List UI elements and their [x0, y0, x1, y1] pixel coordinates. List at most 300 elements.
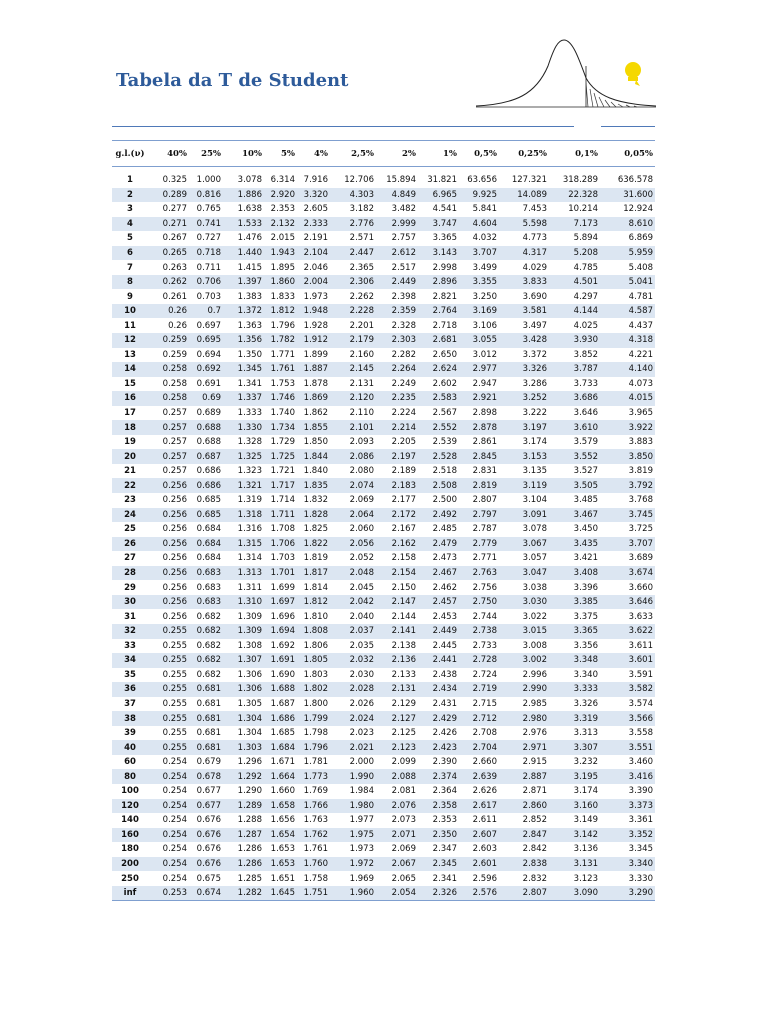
- table-row: [112, 333, 655, 348]
- critical-value-cell: 2.998: [432, 262, 457, 273]
- critical-value-cell: 1.397: [223, 275, 264, 290]
- critical-value-cell: 1.740: [270, 408, 295, 419]
- critical-value-cell: 2.359: [376, 304, 418, 319]
- critical-value-cell: 1.928: [303, 320, 328, 331]
- critical-value-cell: 15.894: [386, 175, 416, 186]
- table-row: [112, 260, 655, 275]
- critical-value-cell: 1.476: [237, 233, 262, 244]
- critical-value-cell: 2.447: [330, 246, 376, 261]
- critical-value-cell: 3.135: [522, 466, 547, 477]
- critical-value-cell: 3.497: [522, 320, 547, 331]
- critical-value-cell: 1.313: [223, 566, 264, 581]
- table-row: [112, 231, 655, 246]
- critical-value-cell: 1.734: [264, 420, 297, 435]
- critical-value-cell: 4.140: [600, 362, 655, 377]
- critical-value-cell: 2.303: [376, 333, 418, 348]
- critical-value-cell: 3.505: [549, 478, 600, 493]
- critical-value-cell: 2.426: [432, 728, 457, 739]
- critical-value-cell: 2.088: [376, 769, 418, 784]
- critical-value-cell: 3.307: [549, 740, 600, 755]
- critical-value-cell: 3.686: [549, 391, 600, 406]
- critical-value-cell: 3.689: [628, 553, 653, 564]
- critical-value-cell: 1.701: [264, 566, 297, 581]
- critical-value-cell: 2.552: [418, 420, 459, 435]
- critical-value-cell: 1.969: [349, 873, 374, 884]
- critical-value-cell: 4.501: [549, 275, 600, 290]
- critical-value-cell: 3.136: [573, 844, 598, 855]
- critical-value-cell: 4.437: [628, 320, 653, 331]
- critical-value-cell: 3.252: [499, 391, 549, 406]
- degrees-of-freedom-cell: 40: [112, 740, 148, 755]
- critical-value-cell: 2.133: [391, 669, 416, 680]
- critical-value-cell: 1.782: [264, 333, 297, 348]
- critical-value-cell: 2.971: [499, 740, 549, 755]
- critical-value-cell: 1.729: [270, 437, 295, 448]
- column-header-alpha: 5%: [264, 141, 297, 167]
- critical-value-cell: 1.943: [264, 246, 297, 261]
- critical-value-cell: 0.697: [196, 320, 221, 331]
- critical-value-cell: 1.796: [297, 740, 330, 755]
- critical-value-cell: 3.123: [573, 873, 598, 884]
- critical-value-cell: 5.959: [600, 246, 655, 261]
- critical-value-cell: 2.347: [432, 844, 457, 855]
- degrees-of-freedom-cell: 16: [112, 391, 148, 406]
- column-header-alpha: 4%: [297, 141, 330, 167]
- critical-value-cell: 2.847: [499, 828, 549, 843]
- critical-value-cell: 2.915: [522, 757, 547, 768]
- critical-value-cell: 0.254: [148, 857, 189, 872]
- critical-value-cell: 3.361: [628, 815, 653, 826]
- critical-value-cell: 2.429: [418, 711, 459, 726]
- critical-value-cell: 0.674: [189, 886, 223, 901]
- critical-value-cell: 0.688: [189, 420, 223, 435]
- critical-value-cell: 2.086: [330, 449, 376, 464]
- table-row: [112, 318, 655, 333]
- table-row: [112, 537, 655, 552]
- critical-value-cell: 1.948: [297, 304, 330, 319]
- critical-value-cell: 4.318: [600, 333, 655, 348]
- critical-value-cell: 2.189: [391, 466, 416, 477]
- critical-value-cell: 2.131: [349, 378, 374, 389]
- critical-value-cell: 4.317: [499, 246, 549, 261]
- critical-value-cell: 0.682: [196, 669, 221, 680]
- critical-value-cell: 2.445: [432, 640, 457, 651]
- critical-value-cell: 4.303: [330, 188, 376, 203]
- table-row: [112, 202, 655, 217]
- critical-value-cell: 3.707: [600, 537, 655, 552]
- critical-value-cell: 3.348: [549, 653, 600, 668]
- critical-value-cell: 1.296: [237, 757, 262, 768]
- critical-value-cell: 4.144: [549, 304, 600, 319]
- critical-value-cell: 2.539: [432, 437, 457, 448]
- table-row: [112, 246, 655, 261]
- critical-value-cell: 0.26: [168, 320, 187, 331]
- critical-value-cell: 2.228: [330, 304, 376, 319]
- critical-value-cell: 3.674: [600, 566, 655, 581]
- critical-value-cell: 2.457: [418, 595, 459, 610]
- critical-value-cell: 1.323: [237, 466, 262, 477]
- critical-value-cell: 2.024: [330, 711, 376, 726]
- critical-value-cell: 0.254: [162, 815, 187, 826]
- critical-value-cell: 3.450: [573, 524, 598, 535]
- critical-value-cell: 1.282: [223, 886, 264, 901]
- critical-value-cell: 1.802: [297, 682, 330, 697]
- critical-value-cell: 2.976: [522, 728, 547, 739]
- critical-value-cell: 1.363: [237, 320, 262, 331]
- critical-value-cell: 2.162: [376, 537, 418, 552]
- critical-value-cell: 2.728: [459, 653, 499, 668]
- critical-value-cell: 2.650: [432, 349, 457, 360]
- critical-value-cell: 1.304: [237, 728, 262, 739]
- critical-value-cell: 1.766: [297, 799, 330, 814]
- critical-value-cell: 2.596: [472, 873, 497, 884]
- critical-value-cell: 1.645: [264, 886, 297, 901]
- critical-value-cell: 1.315: [223, 537, 264, 552]
- critical-value-cell: 1.289: [223, 799, 264, 814]
- critical-value-cell: 2.158: [391, 553, 416, 564]
- critical-value-cell: 0.258: [162, 378, 187, 389]
- critical-value-cell: 0.256: [162, 495, 187, 506]
- critical-value-cell: 0.254: [162, 786, 187, 797]
- critical-value-cell: 1.350: [237, 349, 262, 360]
- critical-value-cell: 3.551: [600, 740, 655, 755]
- critical-value-cell: 1.796: [270, 320, 295, 331]
- critical-value-cell: 2.996: [522, 669, 547, 680]
- critical-value-cell: 4.015: [600, 391, 655, 406]
- critical-value-cell: 3.428: [499, 333, 549, 348]
- critical-value-cell: 2.064: [330, 508, 376, 523]
- critical-value-cell: 0.675: [196, 873, 221, 884]
- critical-value-cell: 1.696: [270, 611, 295, 622]
- critical-value-cell: 1.753: [270, 378, 295, 389]
- critical-value-cell: 1.817: [297, 566, 330, 581]
- critical-value-cell: 0.325: [162, 175, 187, 186]
- critical-value-cell: 0.685: [189, 508, 223, 523]
- critical-value-cell: 1.899: [303, 349, 328, 360]
- table-row: [112, 624, 655, 639]
- critical-value-cell: 0.682: [196, 611, 221, 622]
- critical-value-cell: 2.576: [459, 886, 499, 901]
- critical-value-cell: 1.316: [237, 524, 262, 535]
- degrees-of-freedom-cell: 25: [124, 524, 136, 535]
- table-row: [112, 348, 655, 363]
- critical-value-cell: 2.021: [330, 740, 376, 755]
- critical-value-cell: 2.612: [376, 246, 418, 261]
- degrees-of-freedom-cell: 37: [124, 698, 136, 709]
- critical-value-cell: 0.686: [189, 478, 223, 493]
- critical-value-cell: 63.656: [467, 175, 497, 186]
- critical-value-cell: 2.191: [303, 233, 328, 244]
- critical-value-cell: 3.313: [573, 728, 598, 739]
- critical-value-cell: 4.587: [600, 304, 655, 319]
- critical-value-cell: 3.747: [418, 217, 459, 232]
- critical-value-cell: 3.482: [391, 204, 416, 215]
- critical-value-cell: 1.840: [303, 466, 328, 477]
- critical-value-cell: 1.887: [297, 362, 330, 377]
- critical-value-cell: 0.255: [162, 728, 187, 739]
- critical-value-cell: 2.167: [391, 524, 416, 535]
- critical-value-cell: 3.047: [499, 566, 549, 581]
- critical-value-cell: 2.611: [472, 815, 497, 826]
- critical-value-cell: 2.048: [330, 566, 376, 581]
- critical-value-cell: 2.896: [418, 275, 459, 290]
- critical-value-cell: 2.326: [418, 886, 459, 901]
- critical-value-cell: 0.254: [162, 873, 187, 884]
- critical-value-cell: 3.485: [573, 495, 598, 506]
- critical-value-cell: 3.340: [600, 857, 655, 872]
- critical-value-cell: 1.651: [270, 873, 295, 884]
- critical-value-cell: 0.727: [196, 233, 221, 244]
- critical-value-cell: 3.015: [499, 624, 549, 639]
- critical-value-cell: 2.744: [472, 611, 497, 622]
- critical-value-cell: 2.030: [349, 669, 374, 680]
- critical-value-cell: 2.080: [349, 466, 374, 477]
- critical-value-cell: 1.714: [270, 495, 295, 506]
- critical-value-cell: 1.440: [223, 246, 264, 261]
- critical-value-cell: 1.660: [270, 786, 295, 797]
- critical-value-cell: 0.256: [148, 478, 189, 493]
- critical-value-cell: 0.676: [196, 844, 221, 855]
- critical-value-cell: 1.721: [270, 466, 295, 477]
- critical-value-cell: 3.375: [573, 611, 598, 622]
- critical-value-cell: 3.787: [549, 362, 600, 377]
- critical-value-cell: 0.289: [148, 188, 189, 203]
- critical-value-cell: 2.449: [376, 275, 418, 290]
- degrees-of-freedom-cell: 4: [112, 217, 148, 232]
- degrees-of-freedom-cell: 180: [121, 844, 139, 855]
- critical-value-cell: 2.898: [472, 408, 497, 419]
- critical-value-cell: 0.271: [148, 217, 189, 232]
- critical-value-cell: 636.578: [617, 175, 653, 186]
- critical-value-cell: 5.598: [499, 217, 549, 232]
- critical-value-cell: 3.055: [459, 333, 499, 348]
- critical-value-cell: 1.706: [264, 537, 297, 552]
- critical-value-cell: 1.314: [237, 553, 262, 564]
- table-row: [112, 173, 655, 188]
- critical-value-cell: 2.441: [418, 653, 459, 668]
- critical-value-cell: 2.878: [459, 420, 499, 435]
- degrees-of-freedom-cell: 13: [124, 349, 136, 360]
- critical-value-cell: 5.041: [600, 275, 655, 290]
- critical-value-cell: 2.977: [459, 362, 499, 377]
- table-row: [112, 508, 655, 523]
- critical-value-cell: 2.172: [376, 508, 418, 523]
- critical-value-cell: 1.773: [297, 769, 330, 784]
- table-row: [112, 871, 655, 886]
- critical-value-cell: 2.921: [459, 391, 499, 406]
- degrees-of-freedom-cell: 22: [112, 478, 148, 493]
- critical-value-cell: 1.855: [297, 420, 330, 435]
- degrees-of-freedom-cell: 140: [121, 815, 139, 826]
- critical-value-cell: 2.026: [349, 698, 374, 709]
- critical-value-cell: 0.694: [196, 349, 221, 360]
- column-header-alpha: 40%: [148, 141, 189, 167]
- critical-value-cell: 3.591: [628, 669, 653, 680]
- critical-value-cell: 0.703: [196, 291, 221, 302]
- critical-value-cell: 4.025: [573, 320, 598, 331]
- critical-value-cell: 2.120: [330, 391, 376, 406]
- critical-value-cell: 2.160: [349, 349, 374, 360]
- degrees-of-freedom-cell: 5: [127, 233, 133, 244]
- degrees-of-freedom-cell: 21: [124, 466, 136, 477]
- degrees-of-freedom-cell: 35: [124, 669, 136, 680]
- critical-value-cell: 1.692: [270, 640, 295, 651]
- degrees-of-freedom-cell: 12: [112, 333, 148, 348]
- critical-value-cell: 1.805: [297, 653, 330, 668]
- critical-value-cell: 4.781: [628, 291, 653, 302]
- critical-value-cell: 3.385: [549, 595, 600, 610]
- critical-value-cell: 1.691: [264, 653, 297, 668]
- critical-value-cell: 1.758: [303, 873, 328, 884]
- critical-value-cell: 2.069: [349, 495, 374, 506]
- table-row: [112, 377, 655, 392]
- critical-value-cell: 4.297: [573, 291, 598, 302]
- degrees-of-freedom-cell: 34: [112, 653, 148, 668]
- critical-value-cell: 2.715: [472, 698, 497, 709]
- critical-value-cell: 2.724: [472, 669, 497, 680]
- critical-value-cell: 2.365: [349, 262, 374, 273]
- critical-value-cell: 2.183: [376, 478, 418, 493]
- critical-value-cell: 1.685: [270, 728, 295, 739]
- critical-value-cell: 2.076: [376, 799, 418, 814]
- critical-value-cell: 3.622: [600, 624, 655, 639]
- critical-value-cell: 1.333: [237, 408, 262, 419]
- critical-value-cell: 3.408: [549, 566, 600, 581]
- critical-value-cell: 7.453: [522, 204, 547, 215]
- critical-value-cell: 2.999: [376, 217, 418, 232]
- degrees-of-freedom-cell: 8: [112, 275, 148, 290]
- critical-value-cell: 0.257: [148, 449, 189, 464]
- critical-value-cell: 3.355: [459, 275, 499, 290]
- critical-value-cell: 2.129: [391, 698, 416, 709]
- column-header-alpha: 0,1%: [549, 141, 600, 167]
- critical-value-cell: 1.769: [303, 786, 328, 797]
- table-row: [112, 188, 655, 203]
- critical-value-cell: 1.319: [237, 495, 262, 506]
- critical-value-cell: 2.147: [376, 595, 418, 610]
- critical-value-cell: 0.681: [189, 740, 223, 755]
- critical-value-cell: 0.255: [148, 624, 189, 639]
- critical-value-cell: 0.684: [196, 553, 221, 564]
- critical-value-cell: 0.677: [196, 786, 221, 797]
- critical-value-cell: 2.860: [499, 799, 549, 814]
- table-row: [112, 784, 655, 799]
- critical-value-cell: 3.690: [522, 291, 547, 302]
- critical-value-cell: 0.262: [148, 275, 189, 290]
- critical-value-cell: 1.307: [223, 653, 264, 668]
- critical-value-cell: 3.365: [432, 233, 457, 244]
- critical-value-cell: 2.708: [472, 728, 497, 739]
- critical-value-cell: 1.869: [297, 391, 330, 406]
- critical-value-cell: 0.685: [196, 495, 221, 506]
- critical-value-cell: 1.309: [237, 611, 262, 622]
- critical-value-cell: 1.337: [223, 391, 264, 406]
- critical-value-cell: 2.037: [330, 624, 376, 639]
- critical-value-cell: 2.771: [472, 553, 497, 564]
- critical-value-cell: 0.258: [148, 362, 189, 377]
- table-row: [112, 289, 655, 304]
- degrees-of-freedom-cell: 1: [127, 175, 133, 186]
- critical-value-cell: 2.138: [391, 640, 416, 651]
- critical-value-cell: 1.819: [303, 553, 328, 564]
- column-header-alpha: 25%: [189, 141, 223, 167]
- table-row: [112, 769, 655, 784]
- table-row: [112, 391, 655, 406]
- critical-value-cell: 1.664: [264, 769, 297, 784]
- critical-value-cell: 1.751: [297, 886, 330, 901]
- critical-value-cell: 0.26: [148, 304, 189, 319]
- critical-value-cell: 2.065: [391, 873, 416, 884]
- critical-value-cell: 2.990: [499, 682, 549, 697]
- critical-value-cell: 0.257: [162, 466, 187, 477]
- critical-value-cell: 2.779: [459, 537, 499, 552]
- critical-value-cell: 1.303: [223, 740, 264, 755]
- critical-value-cell: 3.119: [499, 478, 549, 493]
- critical-value-cell: 0.259: [162, 349, 187, 360]
- table-row: [112, 842, 655, 857]
- critical-value-cell: 2.492: [418, 508, 459, 523]
- degrees-of-freedom-cell: 30: [112, 595, 148, 610]
- critical-value-cell: 1.286: [237, 844, 262, 855]
- critical-value-cell: 2.626: [472, 786, 497, 797]
- critical-value-cell: 3.421: [573, 553, 598, 564]
- critical-value-cell: 2.861: [472, 437, 497, 448]
- critical-value-cell: 1.658: [264, 799, 297, 814]
- critical-value-cell: 1.311: [237, 582, 262, 593]
- table-row: [112, 435, 655, 450]
- critical-value-cell: 1.806: [303, 640, 328, 651]
- critical-value-cell: 1.290: [237, 786, 262, 797]
- critical-value-cell: 3.792: [600, 478, 655, 493]
- table-row: [112, 464, 655, 479]
- critical-value-cell: 3.319: [549, 711, 600, 726]
- critical-value-cell: 1.415: [237, 262, 262, 273]
- critical-value-cell: 0.267: [162, 233, 187, 244]
- critical-value-cell: 3.153: [499, 449, 549, 464]
- critical-value-cell: 0.688: [196, 437, 221, 448]
- critical-value-cell: 2.607: [459, 828, 499, 843]
- critical-value-cell: 0.255: [162, 698, 187, 709]
- critical-value-cell: 3.581: [499, 304, 549, 319]
- critical-value-cell: 2.985: [522, 698, 547, 709]
- critical-value-cell: 1.321: [223, 478, 264, 493]
- critical-value-cell: 0.706: [189, 275, 223, 290]
- critical-value-cell: 2.131: [376, 682, 418, 697]
- critical-value-cell: 3.558: [628, 728, 653, 739]
- critical-value-cell: 2.797: [459, 508, 499, 523]
- critical-value-cell: 1.708: [270, 524, 295, 535]
- degrees-of-freedom-cell: 9: [127, 291, 133, 302]
- critical-value-cell: 2.617: [459, 799, 499, 814]
- critical-value-cell: 1.309: [223, 624, 264, 639]
- critical-value-cell: 0.683: [189, 566, 223, 581]
- critical-value-cell: 0.254: [148, 769, 189, 784]
- critical-value-cell: 1.686: [264, 711, 297, 726]
- critical-value-cell: 2.345: [418, 857, 459, 872]
- critical-value-cell: 0.681: [189, 682, 223, 697]
- critical-value-cell: 2.624: [418, 362, 459, 377]
- critical-value-cell: 5.408: [628, 262, 653, 273]
- critical-value-cell: 7.173: [549, 217, 600, 232]
- table-row: [112, 813, 655, 828]
- critical-value-cell: 2.431: [432, 698, 457, 709]
- critical-value-cell: 0.253: [148, 886, 189, 901]
- critical-value-cell: 1.822: [297, 537, 330, 552]
- critical-value-cell: 1.372: [223, 304, 264, 319]
- critical-value-cell: 3.611: [628, 640, 653, 651]
- critical-value-cell: 2.154: [376, 566, 418, 581]
- critical-value-cell: 3.290: [600, 886, 655, 901]
